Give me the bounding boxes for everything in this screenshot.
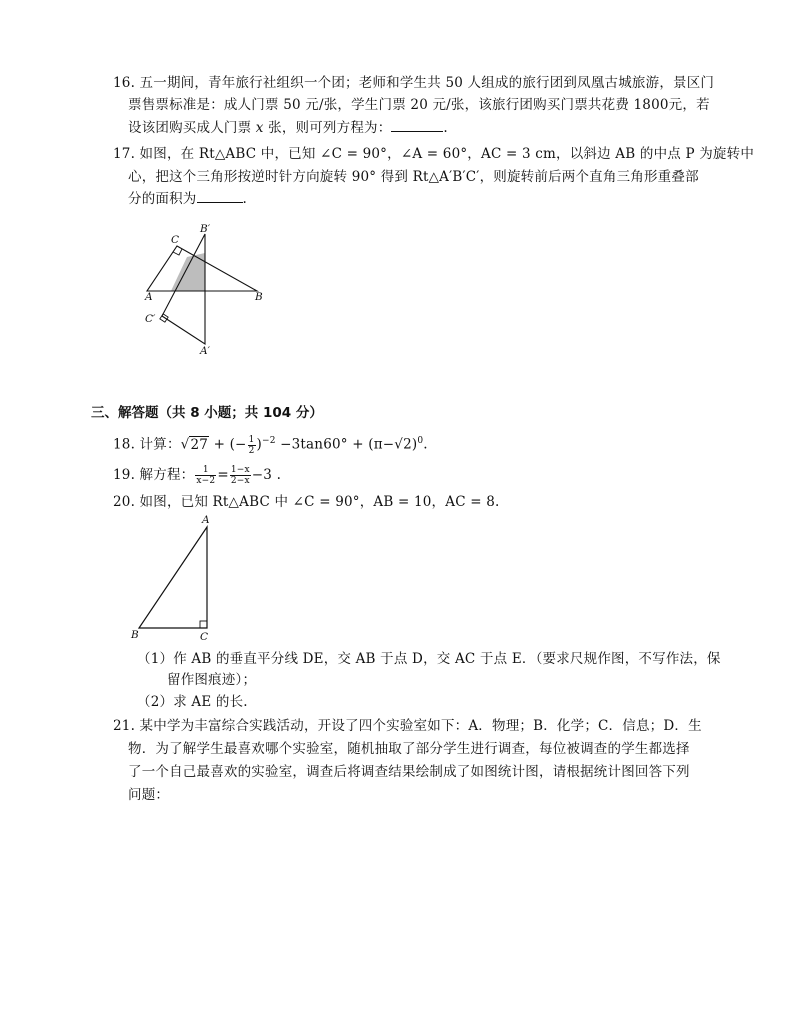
q17-line1: 17. 如图，在 Rt△ABC 中，已知 ∠C = 90°，∠A = 60°，AC = 3 cm，以斜边 AB 的中点 P 为旋转中 (113, 146, 755, 162)
q17-figure (135, 220, 275, 360)
q18-line (113, 432, 428, 456)
q18-mid: −3tan60° + (π−√2) (275, 436, 418, 453)
q18-end: . (423, 436, 428, 453)
q18-radicand: 27 (190, 436, 209, 453)
q18-exponent-zero: 0 (417, 436, 424, 446)
q21-line4: 问题： (128, 787, 170, 803)
q19-f2-den: 2−x (230, 476, 250, 486)
q18-frac-num: 1 (248, 434, 255, 445)
q16-answer-blank[interactable] (391, 119, 443, 132)
q18-sqrt-sign: √ (180, 436, 190, 453)
q18-fraction (248, 435, 256, 456)
q17-line3 (128, 190, 247, 208)
q17-right-angle-c-prime (160, 314, 168, 322)
q18-exponent: −2 (261, 436, 276, 446)
q21-line2: 物．为了解学生最喜欢哪个实验室，随机抽取了部分学生进行调查，每位被调查的学生都选择 (128, 741, 690, 757)
q16-end: . (443, 120, 448, 136)
q16-variable: x (255, 120, 264, 136)
q17-label-c: C (171, 234, 180, 246)
q20-label-b: B (131, 629, 139, 641)
q17-end: . (242, 191, 247, 207)
q19-tail: −3 . (251, 467, 282, 483)
q17-label-a-prime: A′ (200, 345, 210, 357)
q16-line2: 票售票标准是：成人门票 50 元/张，学生门票 20 元/张，该旅行团购买门票共花费 1800元，若 (128, 97, 710, 113)
q20-sub1-line1: （1）作 AB 的垂直平分线 DE，交 AB 于点 D，交 AC 于点 E．（要求尺规作图，不写作法，保 (137, 651, 721, 667)
section-title: 三、解答题（共 8 小题；共 104 分） (91, 405, 323, 421)
q20-sub2: （2）求 AE 的长. (137, 694, 248, 710)
q19-fraction-left (195, 465, 216, 486)
q20-figure (125, 510, 225, 645)
q21-line3: 了一个自己最喜欢的实验室，调查后将调查结果绘制成了如图统计图，请根据统计图回答下列 (128, 764, 690, 780)
q16-line3 (128, 119, 448, 137)
q17-label-a: A (145, 291, 153, 303)
q19-equals: = (217, 467, 229, 483)
q16-line1: 16. 五一期间，青年旅行社组织一个团；老师和学生共 50 人组成的旅行团到凤凰古城旅游，景区门 (113, 75, 715, 91)
q17-line3-text: 分的面积为 (128, 191, 197, 207)
q20-sub1-line2: 留作图痕迹）； (167, 672, 257, 688)
q16-line3-text: 设该团购买成人门票 (128, 120, 256, 136)
q17-answer-blank[interactable] (197, 190, 243, 203)
q18-plus-open: + (− (209, 436, 247, 453)
q17-label-b: B (255, 291, 263, 303)
q20-line1: 20. 如图，已知 Rt△ABC 中 ∠C = 90°，AB = 10，AC = 8. (113, 494, 500, 510)
q19-label: 19. 解方程： (113, 467, 195, 483)
q18-label: 18. 计算： (113, 436, 181, 453)
q19-f1-num: 1 (195, 465, 216, 476)
q17-label-b-prime: B′ (200, 223, 211, 235)
q20-label-a: A (202, 514, 210, 526)
q17-label-c-prime: C′ (145, 313, 156, 325)
q19-fraction-right (230, 465, 251, 486)
q16-line3-text2: 张，则可列方程为： (263, 120, 392, 136)
q20-triangle (139, 527, 207, 628)
q19-f1-den: x−2 (196, 476, 216, 486)
q20-label-c: C (200, 631, 209, 643)
q18-close-paren: ) (256, 436, 262, 453)
q21-line1: 21. 某中学为丰富综合实践活动，开设了四个实验室如下：A．物理；B．化学；C．信息；D．生 (113, 718, 702, 734)
q20-right-angle (200, 621, 207, 628)
q18-frac-den: 2 (248, 445, 255, 456)
q17-line2: 心，把这个三角形按逆时针方向旋转 90° 得到 Rt△A′B′C′，则旋转前后两个直角三角形重叠部 (128, 169, 699, 185)
q19-f2-num: 1−x (230, 465, 250, 475)
q19-line (113, 465, 281, 486)
